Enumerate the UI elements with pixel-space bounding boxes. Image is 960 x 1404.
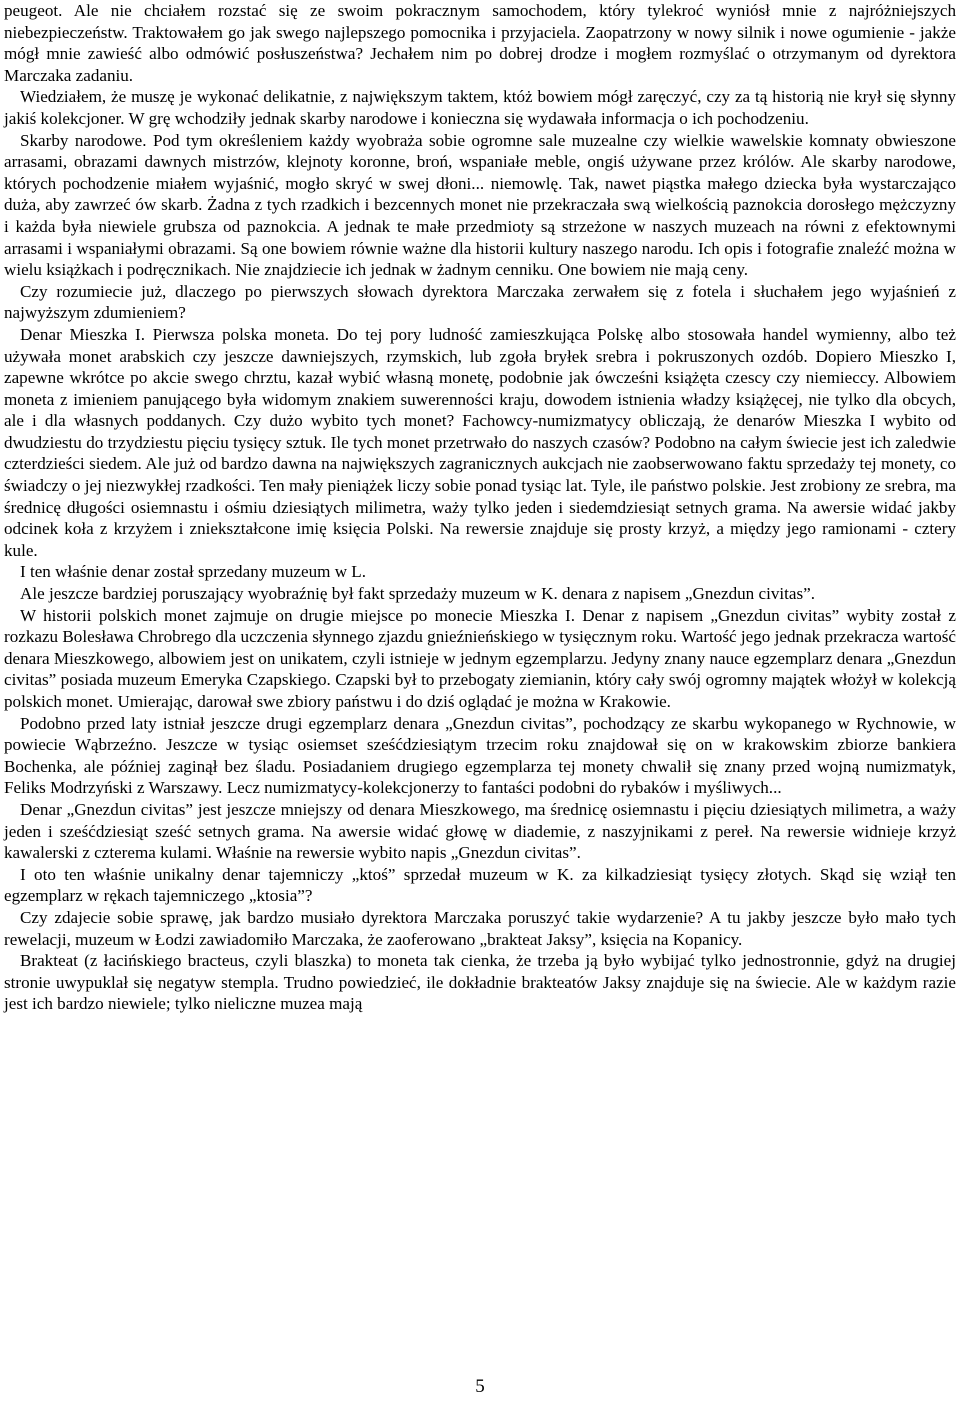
paragraph-12: Czy zdajecie sobie sprawę, jak bardzo musiało dyrektora Marczaka poruszyć takie wydarzenie? A tu jakby jeszcze było mało tych rewelacji, muzeum w Łodzi zawiadomiło Marczaka, że zaoferowano „brakteat Jaksy”, księcia na Kopanicy. xyxy=(4,907,956,949)
paragraph-7: Ale jeszcze bardziej poruszający wyobraźnię był fakt sprzedaży muzeum w K. denara z napisem „Gnezdun civitas”. xyxy=(20,584,815,604)
paragraph-3: Skarby narodowe. Pod tym określeniem każdy wyobraża sobie ogromne sale muzealne czy wielkie wawelskie komnaty obwieszone arrasami, obrazami dawnych mistrzów, klejnoty koronne, broń, wspaniałe meble, ongiś używane przez królów. Ale skarby narodowe, których pochodzenie miałem wyjaśnić, mogło skryć w swej dłoni... niemowlę. Tak, nawet piąstka małego dziecka była wystarczająco duża, aby zawrzeć ów skarb. Żadna z tych rzadkich i bezcennych monet nie przekraczała swą wielkością paznokcia dorosłego mężczyzny i każda była niewiele grubsza od paznokcia. A jednak te małe przedmioty są strzeżone w naszych muzeach na równi z efektownymi arrasami i wspaniałymi obrazami. Są one bowiem równie ważne dla historii kultury naszego narodu. Ich opis i fotografie znaleźć można w wielu książkach i podręcznikach. Nie znajdziecie ich jednak w żadnym cenniku. One bowiem nie mają ceny. xyxy=(4,130,956,280)
paragraph-5: Denar Mieszka I. Pierwsza polska moneta. Do tej pory ludność zamieszkująca Polskę albo stosowała handel wymienny, albo też używała monet arabskich czy jeszcze dawniejszych, rzymskich, lub zgoła bryłek srebra i pokruszonych ozdób. Dopiero Mieszko I, zapewne wkrótce po akcie swego chrztu, kazał wybić własną monetę, podobnie jak ówcześni książęta czescy czy niemieccy. Albowiem moneta z imieniem panującego była widomym znakiem suwerenności kraju, dowodem istnienia władzy książęcej, nie tylko dla obcych, ale i dla własnych poddanych. Czy dużo wybito tych monet? Fachowcy-numizmatycy obliczają, że denarów Mieszka I wybito od dwudziestu do trzydziestu pięciu tysięcy sztuk. Ile tych monet przetrwało do naszych czasów? Podobno na całym świecie jest ich zaledwie czterdzieści siedem. Ale już od bardzo dawna na największych zagranicznych aukcjach nie zaobserwowano faktu sprzedaży tej monety, co świadczy o jej niezwykłej rzadkości. Ten mały pieniążek liczy sobie ponad tysiąc lat. Tyle, ile państwo polskie. Jest zrobiony ze srebra, ma średnicę długości osiemnastu i ośmiu dziesiątych milimetra, waży tylko jeden i siedemdziesiąt setnych grama. Na awersie widać jakby odcinek koła z krzyżem i zniekształcone imię księcia Polski. Na rewersie znajduje się prosty krzyż, a między jego ramionami - cztery kule. xyxy=(4,324,956,560)
document-page xyxy=(4,0,956,1015)
page-number: 5 xyxy=(475,1376,485,1397)
paragraph-13: Brakteat (z łacińskiego bracteus, czyli blaszka) to moneta tak cienka, że trzeba ją było wybijać tylko jednostronnie, gdyż na drugiej stronie uwypuklał się negatyw stempla. Trudno powiedzieć, ile dokładnie brakteatów Jaksy znajduje się na świecie. Ale w każdym razie jest ich bardzo niewiele; tylko nieliczne muzea mają xyxy=(4,951,956,1014)
paragraph-2: Wiedziałem, że muszę je wykonać delikatnie, z największym taktem, któż bowiem mógł zaręczyć, czy za tą historią nie krył się słynny jakiś kolekcjoner. W grę wchodziły jednak skarby narodowe i konieczna się wydawała informacja o ich pochodzeniu. xyxy=(4,87,956,128)
paragraph-11: I oto ten właśnie unikalny denar tajemniczy „ktoś” sprzedał muzeum w K. za kilkadziesiąt tysięcy złotych. Skąd się wziął ten egzemplarz w rękach tajemniczego „ktosia”? xyxy=(4,864,956,906)
paragraph-6: I ten właśnie denar został sprzedany muzeum w L. xyxy=(20,562,367,582)
paragraph-1: peugeot. Ale nie chciałem rozstać się ze swoim pokracznym samochodem, który tylekroć wyniósł mnie z najróżniejszych niebezpieczeństw. Traktowałem go jak swego najlepszego pomocnika i przyjaciela. Zaopatrzony w nowy silnik i nowe ogumienie - jakże mógł mnie zawieść albo odmówić posłuszeństwa? Jechałem nim po dobrej drodze i mogłem rozmyślać o otrzymanym od dyrektora Marczaka zadaniu. xyxy=(4,1,956,85)
paragraph-10: Denar „Gnezdun civitas” jest jeszcze mniejszy od denara Mieszkowego, ma średnicę osiemnastu i pięciu dziesiątych milimetra, a waży jeden i sześćdziesiąt sześć setnych grama. Na awersie widać głowę w diademie, z naszyjnikami z pereł. Na rewersie widnieje krzyż kawalerski z czterema kulami. Właśnie na rewersie wybito napis „Gnezdun civitas”. xyxy=(4,799,956,863)
paragraph-8: W historii polskich monet zajmuje on drugie miejsce po monecie Mieszka I. Denar z napisem „Gnezdun civitas” wybity został z rozkazu Bolesława Chrobrego dla uczczenia słynnego zjazdu gnieźnieńskiego w tysięcznym roku. Wartość jego jednak przekracza wartość denara Mieszkowego, albowiem jest on unikatem, czyli istnieje w jednym egzemplarzu. Jedyny znany nauce egzemplarz denara „Gnezdun civitas” posiada muzeum Emeryka Czapskiego. Czapski był to przebogaty ziemianin, który cały swój ogromny majątek włożył w kolekcją polskich monet. Umierając, darował swe zbiory państwu i do dziś oglądać je można w Krakowie. xyxy=(4,605,956,711)
paragraph-4: Czy rozumiecie już, dlaczego po pierwszych słowach dyrektora Marczaka zerwałem się z fotela i słuchałem jego wyjaśnień z najwyższym zdumieniem? xyxy=(4,281,956,323)
paragraph-9: Podobno przed laty istniał jeszcze drugi egzemplarz denara „Gnezdun civitas”, pochodzący ze skarbu wykopanego w Rychnowie, w powiecie Wąbrzeźno. Jeszcze w tysiąc osiemset sześćdziesiątym trzecim roku znajdował się on w krakowskim zbiorze bankiera Bochenka, ale później zaginął bez śladu. Posiadaniem drugiego egzemplarza tej monety chwalił się znany przed wojną numizmatyk, Feliks Modrzyński z Warszawy. Lecz numizmatycy-kolekcjonerzy to fantaści podobni do rybaków i myśliwych... xyxy=(4,713,956,798)
